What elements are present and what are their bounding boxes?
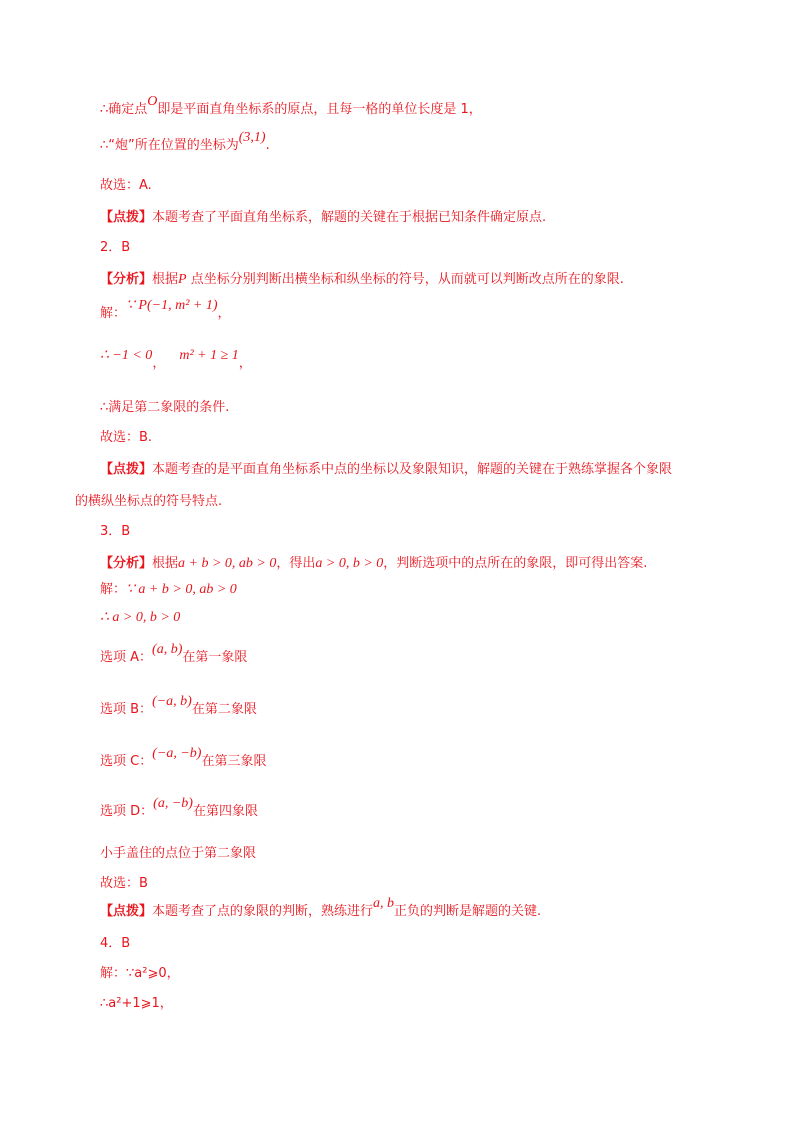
line-12: 的横纵坐标点的符号特点. (75, 494, 223, 509)
line-24: 4．B (100, 936, 131, 951)
text-segment: . (265, 138, 270, 153)
text-segment: ，判断选项中的点所在的象限，即可得出答案. (383, 556, 648, 571)
text-segment: 根据 (152, 556, 179, 571)
text-segment: 选项 B： (100, 702, 153, 717)
line-11 (100, 460, 672, 480)
text-segment: 解： (100, 582, 127, 597)
text-segment: 在第一象限 (182, 650, 248, 665)
text-segment: ， (152, 356, 166, 371)
text-segment: 选项 D： (100, 804, 154, 819)
text-segment: ，得出 (276, 556, 316, 571)
line-2 (100, 130, 270, 156)
line-7 (100, 298, 231, 324)
line-25: 解：∵a²⩾0， (100, 966, 180, 981)
text-segment: 正负的判断是解题的关键. (394, 904, 542, 919)
math-expression: ∵ P(−1, m² + 1) (126, 298, 218, 313)
text-segment: ∴确定点 (100, 102, 148, 117)
math-symbol: P (178, 272, 187, 287)
text-segment: 选项 A： (100, 650, 153, 665)
section-tag: 【分析】 (100, 272, 153, 287)
text-segment: ∴“炮”所在位置的坐标为 (100, 138, 239, 153)
math-coordinate: (−a, b) (152, 694, 192, 709)
section-tag: 【点拨】 (100, 462, 153, 477)
section-tag: 【分析】 (100, 556, 153, 571)
math-expression: ∴ a > 0, b > 0 (100, 610, 181, 625)
line-26: ∴a²+1⩾1， (100, 996, 173, 1011)
text-segment: 本题考查的是平面直角坐标系中点的坐标以及象限知识，解题的关键在于熟练掌握各个象限 (152, 462, 673, 477)
line-6 (100, 270, 624, 290)
math-symbol: a, b (373, 896, 395, 911)
line-9: ∴满足第二象限的条件. (100, 400, 230, 415)
line-1 (100, 94, 482, 120)
text-segment: 根据 (152, 272, 179, 287)
text-segment: 本题考查了平面直角坐标系，解题的关键在于根据已知条件确定原点. (152, 210, 547, 225)
line-17 (100, 642, 248, 668)
line-18 (100, 694, 257, 720)
math-coordinate: (a, b) (152, 642, 183, 657)
math-expression: m² + 1 ≥ 1 (179, 348, 239, 363)
text-segment: 解： (100, 306, 127, 321)
line-14 (100, 554, 647, 574)
line-4 (100, 208, 546, 228)
line-19 (100, 746, 267, 772)
text-segment: ， (238, 356, 252, 371)
math-expression: a + b > 0, ab > 0 (178, 556, 277, 571)
line-10: 故选：B. (100, 430, 153, 445)
math-coordinate: (a, −b) (153, 796, 193, 811)
line-8 (100, 348, 252, 374)
line-16 (100, 608, 180, 628)
math-expression: ∵ a + b > 0, ab > 0 (126, 582, 237, 597)
text-segment: 即是平面直角坐标系的原点，且每一格的单位长度是 1， (157, 102, 482, 117)
math-coordinate: (3,1) (238, 130, 266, 145)
text-segment: 在第四象限 (192, 804, 258, 819)
line-20 (100, 796, 258, 822)
math-symbol: O (147, 94, 158, 109)
line-5: 2．B (100, 240, 131, 255)
text-segment: ， (217, 306, 231, 321)
line-15 (100, 580, 237, 600)
line-21: 小手盖住的点位于第二象限 (100, 846, 257, 861)
text-segment: 本题考查了点的象限的判断，熟练进行 (152, 904, 374, 919)
line-22: 故选：B (100, 876, 148, 891)
section-tag: 【点拨】 (100, 210, 153, 225)
text-segment: 点坐标分别判断出横坐标和纵坐标的符号，从而就可以判断改点所在的象限. (186, 272, 624, 287)
line-3: 故选：A. (100, 178, 152, 193)
text-segment: 选项 C： (100, 754, 153, 769)
line-13: 3．B (100, 524, 131, 539)
text-segment: 在第三象限 (201, 754, 267, 769)
text-segment: 在第二象限 (191, 702, 257, 717)
math-coordinate: (−a, −b) (152, 746, 202, 761)
math-expression: ∴ −1 < 0 (100, 348, 153, 363)
math-expression: a > 0, b > 0 (315, 556, 384, 571)
line-23 (100, 896, 542, 922)
section-tag: 【点拨】 (100, 904, 153, 919)
